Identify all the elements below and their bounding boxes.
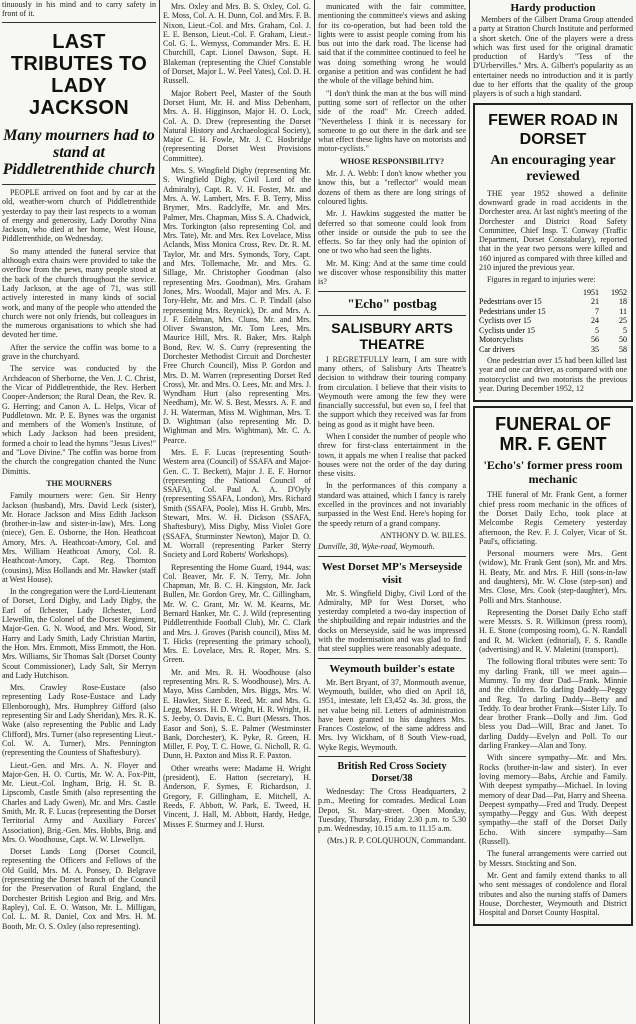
paragraph: Lieut.-Gen. and Mrs. A. N. Floyer and Major-Gen. H. O. Curtis, Mr. W. A. Fox-Pitt, Mr. Lieut.-Col. Ingham, Brig. H. St. B. Lipscomb, Castle Smith (also representing the Charles and Lady Gwen), Mr. and Mrs. Castle Smith, Mr. R. F. Lucas (representing the Dorset Territorial Army and Auxiliary Forces' Association), Brig.-Gen. Mrs. Hobbs, Brig. and Mrs. O. Woodhouse, Capt. W. W. Llewellyn. (2, 760, 156, 844)
cell-1951: 7 (595, 306, 599, 316)
divider (318, 658, 466, 659)
table-row (479, 326, 627, 336)
column-4 (473, 0, 633, 1024)
heading-salisbury-arts: SALISBURY ARTS THEATRE (331, 319, 453, 352)
cell-1952: 58 (619, 344, 627, 354)
article-lady-jackson-continued (163, 2, 311, 829)
letter-salisbury-arts (318, 355, 466, 552)
table-row (479, 307, 627, 317)
divider (318, 315, 466, 316)
headline-funeral-gent: FUNERAL OF MR. F. GENT (495, 414, 611, 455)
paragraph: Mr. Bert Bryant, of 37, Monmouth avenue, Weymouth, builder, who died on April 18, 1951, intestate, left £3,452 4s. 3d. gross, the net value being nil. Letters of administration have been granted to his daughters Mrs. Frances Costelow, of the same address and Mrs. Ivy Wickham, of 8 South View-road, Wyke Regis, Weymouth. (318, 677, 466, 752)
paragraph: Mr. Gent and family extend thanks to all who sent messages of condolence and floral tributes and also the nursing staffs of Damers House, Dorchester, Weymouth and District Hospital and Dorset County Hospital. (479, 870, 627, 918)
heading-builder-estate: Weymouth builder's estate (329, 662, 455, 675)
paragraph: After the service the coffin was borne to a grave in the churchyard. (2, 342, 156, 362)
paragraph: Mrs. Crawley Rose-Eustace (also representing Lady Rose-Eustace and Lady Ellenborough), Mrs. Humphrey Gifford (also representing Sir and Lady Sheridan), Mrs. R. K. Wake (also representing the Public and Lady Clifford), Mrs. Turner (also representing Lieut.-Col. W. A. Turner), Mrs. Pennington (representing the Countess of Shaftesbury). (2, 683, 156, 758)
paragraph: The funeral arrangements were carried out by Messrs. Stockting and Son. (479, 849, 627, 868)
heading-hardy-production: Hardy production (510, 2, 596, 14)
table-row (479, 335, 627, 345)
article-hardy-production (473, 15, 633, 99)
subhead-press-room: 'Echo's' former press room mechanic (483, 458, 623, 487)
paragraph: THE funeral of Mr. Frank Gent, a former chief press room mechanic in the offices of the Dorset Daily Echo, took place at Melcombe Regis Cemetery yesterday afternoon, the Rev. F. J. Colyer, Vicar of St. Paul's, officiating. (479, 490, 627, 546)
paragraph: THE year 1952 showed a definite downward grade in road accidents in the Dorchester area. At last night's meeting of the Dorchester and District Road Safety Committee, Chief Insp. T. Conway (Traffic Department, Dorset Constabulary), reported that in the year two persons were killed and 160 injured as compared with three killed and 210 injured the previous year. (479, 188, 627, 273)
column-rule (159, 0, 160, 1024)
paragraph: Family mourners were: Gen. Sir Henry Jackson (husband), Mrs. David Leck (sister), Mr. Horace Jackson and Miss Edith Jackson (brother-in-law and sister-in-law), Mrs. Long (niece), Gen. E. Osborne, the Hon. Heathcoat Amory, Mrs. A. Heathcoat-Amory, Col. and Mrs. William Heathcoat Amory, Col. R. Heathcoat-Amory, Capt. Reg. Thornton (cousins), Miss Hollands and Mr. Hawker (staff at West House). (2, 491, 156, 584)
heading-red-cross: British Red Cross Society Dorset/38 (337, 761, 447, 784)
headline-lady-jackson: LAST TRIBUTES TO LADY JACKSON (10, 31, 148, 119)
paragraph: Mr. J. Hawkins suggested the matter be deferred so that someone could look from other inside or outside the pub to see the effects. So far they only had the opinion of one or two who had seen the lights. (318, 209, 466, 256)
paragraph: Mr. J. A. Webb: I don't know whether you know this, but a "reflector" would mean dozens of them as there are long strings of coloured lights. (318, 169, 466, 206)
table-row (479, 345, 627, 355)
column-3 (318, 0, 466, 1024)
article-road-accidents (479, 189, 627, 285)
cell-1951: 56 (591, 335, 599, 345)
letter-fair-lights (318, 2, 466, 287)
paragraph: Mr. and Mrs. R. H. Woodhouse (also representing Mrs. R. S. Woodhouse), Mrs. A. Mayo, Miss Cambden, Mrs. Biggs, Mrs. W. E. Hawker, Sister E. Reed, Mr. and Mrs. G. Legg, Messrs. H. D. Wright, H. R. Wright, H. S. Jeeby, O. Davis, E. C. Burt (Messrs. Thos. Easor and Son), S. E. Palmer (Westminster Bank, Dorchester), K. Pyke, R. Green, H. Miller, F. Poy, T. C. Howe, G. Nicholl, R. G. Dunn, H. Paxton and Miss R. F. Paxton. (163, 667, 311, 761)
paragraph: Mrs. S. Wingfield Digby (representing Mr. S. Wingfield Digby, Civil Lord of the Admiralty), Capt. R. V. H. Foster, Mr. and Mrs. A. W. Lambert, Mrs. F. B. Terry, Miss Brymer, Mrs. Radclyffe, Mr. and Mrs. Palmer, Mrs. Chapman, Miss S. A. Chadwick, Mrs. Torkington (also representing Col. and Mrs. Tate), Mr. and Mrs. Rex Lovelace, Miss Aclands, Miss Monica Cross, Rev. Dr. R. M. Taylor, Mr. and Mrs. Symonds, Tory, Capt. and Mrs. Tollemache, Mr. and Mrs. G. Sillage, Mr. Christopher Goodman (also representing Mrs. Goodman), Mrs. Graham Jones, Mrs. Woodall, Major and Mrs. A. F. Tory-Hehr, Mr. and Mrs. C. P. Tindall (also representing Mrs. Reynick), Dr. and Mrs. A. J. F. Edelman, Mrs. Cluns, Mr. and Mrs. Oliver Swanston, Mr. Tom Lees, Mrs. Maurice Hill, Mrs. R. Baker, Mrs. Ralph Bond, Rev. W. S. Curry (representing the Dorchester Methodist Circuit and Dorchester Free Church Council), Miss P. Gordon and Mrs. D. M. Warren (representing Dorset Red Cross), Mr. and Mrs. O. Lees, Mr. and Mrs. J. Wyndham Hurt (also representing Mrs. Needham), Mr. W. S. Best, Messrs. A. F. and J. H. Waterman, Miss M. Wightman, Mrs. T. D. Wightman (also representing Mr. D. Wightman and Mrs. Wightman), Mr. C. A. Pearce. (163, 166, 311, 445)
table-row (479, 297, 627, 307)
cell-1951: 5 (595, 325, 599, 335)
paragraph: Figures in regard to injuries were: (487, 275, 596, 285)
subhead-mourners: Many mourners had to stand at Piddletrenthide church (2, 123, 156, 185)
letter-signature: ANTHONY D. W. BILES. (380, 530, 466, 540)
table-row (479, 316, 627, 326)
column-1 (2, 0, 156, 1024)
column-1-top-text: tinuously in his mind and to carry safety in front of it. (2, 0, 156, 18)
paragraph: In the performances of this company a standard was attained, which I fancy is rarely excelled in the provinces and not invariably surpassed in the West End. Here's hoping for the speedy return of a grand company. (318, 481, 466, 528)
cell-1952: 11 (619, 306, 627, 316)
heading-echo-postbag: "Echo" postbag (347, 295, 437, 311)
article-funeral-gent (479, 490, 627, 917)
paragraph: Representing the Dorset Daily Echo staff were Messrs. S. R. Wilkinson (press room), H. E. Stone (composing room), G. N. Randall and R. M. Wickett (editorial), F. S. Randle (advertising) and R. V. Maletini (transport). (479, 607, 627, 655)
divider (2, 22, 156, 23)
notice-red-cross (318, 787, 466, 846)
cell-1951: 21 (591, 297, 599, 307)
column-header-1952: 1952 (611, 287, 627, 297)
cell-1951: 35 (591, 344, 599, 354)
subhead-year-reviewed: An encouraging year reviewed (490, 152, 616, 184)
paragraph: Other wreaths were: Madame H. Wright (president), E. Hatton (secretary), H. Anderson, F. Symes, F. Richardson, J. Gregory, F. Gillingham, E. Mitchell, A. Reeds, F. Abbott, W. Park, E. Tweed, H. Vincent, J. Hall, M. Abbott, Hardy, Hedge, Misses F. Sturmey and J. Hurst. (163, 763, 311, 829)
paragraph: One pedestrian over 15 had been killed last year and one car driver, as compared with one motorcyclist and two motorists the previous year. During December 1952, 12 (479, 356, 627, 394)
column-2 (163, 0, 311, 1024)
paragraph: municated with the fair committee, mentioning the committee's views and asking for its co-operation, but had been told the lights were to assist people coming from his bus out into the dark road. The license had said that if the committee continued to feel he was doing something wrong he would organise a petition and was confident he had the whole of the village behind him. (318, 2, 466, 86)
paragraph: In the congregation were the Lord-Lieutenant of Dorset, Lord Digby, and Lady Digby, the Earl of Ilchester, Lady Ilchester, Lord Llewellin, the Colonel of the Dorset Regiment, Major-Gen. G. N. Wood, and Mrs. Wood, Sir Harry and Lady Smith, Lady Christian Martin, the Hon. Mrs. Emmott, Miss Emmott, the Hon. Mrs. Williams, Sir Thomas Salt (Dorset County Scout Commissioner), Lady Salt, Sir Merryn and Lady Hutchison. (2, 587, 156, 680)
paragraph: Representing the Home Guard, 1944, was: Col. Beaver, Mr. F. N. Terry, Mr. John Chapman, Mr. B. C. H. Kingston, Mr. Jack Bullen, Mr. Gordon Grey, Mr. C. Gillingham, Mr. W. C. Grant, Mr. W. M. Kearns, Mr. Bernard Hanker, Mr. C. J. Wild (representing Piddletrenthide Football Club), Mr. C. Clark and Mrs. J. Groves (Parish council), Miss M. T. Hicks (representing the primary school), Mrs. E. Lovelace, Mrs. R. Roper, Mrs. S. Green. (163, 562, 311, 665)
crosshead: THE MOURNERS (46, 478, 112, 488)
headline-fewer-road: FEWER ROAD IN DORSET (488, 111, 618, 148)
paragraph: Mrs. E. F. Lucas (representing South-Western area (Council) of SSAFA and Major-Gen. C. T. Beckett), Major J. E. F. Hornor (representing the National Council of SSAFA), Col. Paul A. A. D'Oyly (representing SSAFA, London), Mrs. Richard Smith (SSAFA, Poole), Miss H. Grubb, Mrs. Stewart, Mrs. W. H. Dickson (SSAFA, Shaftesbury), Miss Digby, Miss Violet Gore (SSAFA, Sturminster Newton), Major D. O. M. Worrall (representing Parker Sterry Society and Lord Roberts' Workshops). (163, 447, 311, 560)
article-builder-estate (318, 678, 466, 752)
paragraph: When I consider the number of people who threw for first-class entertainment in the town, it appals me when I realise that packed houses were not the order of the day during these visits. (318, 431, 466, 479)
article-mp-merseyside (318, 589, 466, 654)
paragraph: Mr. M. King: And at the same time could we discover whose responsibility this matter is? (318, 258, 466, 287)
row-label: Cyclists over 15 (479, 316, 531, 326)
paragraph: Dorset Lands Long (Dorset Council, representing the Officers and Fellows of the Old Guild, Mrs. M. A. Ponsey, D. Belgrave (representing the Dorset branch of the Council for the Preservation of Rural England, the Dorchester British Legion and Brig. and Mrs. Rapley), Col. E. O. Watson, Mr. L. Milligan, Col. L. M. R. Daniel, Cox and Mrs. H. M. Booth, Mr. O. S. Oxley (also representing). (2, 847, 156, 931)
cell-1952: 50 (619, 335, 627, 345)
cell-1952: 18 (619, 297, 627, 307)
crosshead: WHOSE RESPONSIBILITY? (339, 156, 445, 166)
paragraph: PEOPLE arrived on foot and by car at the old, weather-worn church of Piddletrenthide yesterday to pay their last respects to a woman of energy and generosity, Lady Dorothy Nina Jackson, who died at her home, West House, Piddletrenthide, on Wednesday. (2, 188, 156, 244)
paragraph: The service was conducted by the Archdeacon of Sherborne, the Ven. J. C. Christ, the Vicar of Piddletrenthide, the Rev. Herbert Cooper-Anderson; the Rural Dean, the Rev. R. G. Herring; and Canon A. L. Helps, Vicar of Puddletown. Mr. P. E. Bynes was the organist and members of the Women's Institute, of which Lady Jackson had been president, formed a choir to lead the hymns "Jesus Lives!" and "Love Divine." The coffin was borne from the church the congregation chanted the Nunc Dimittis. (2, 364, 156, 476)
paragraph: With sincere sympathy—Mr. and Mrs. Rocks (brother-in-law and sister). In ever loving memory—Babs, Archie and Family. With deepest sympathy—Michael. In loving memory of dear Dad—Pat, Harry and Sheena. Deepest sympathy—Fred and Trudy. Deepest sympathy—Peggy and Gus. With deepest sympathy—the staff of the Dorset Daily Echo. With sincere sympathy—Sam (Russell). (479, 753, 627, 847)
accident-figures-table (479, 288, 627, 355)
column-header-1951: 1951 (583, 287, 599, 297)
row-label: Pedestrians over 15 (479, 297, 542, 307)
column-rule (469, 0, 470, 1024)
paragraph: So many attended the funeral service that although extra chairs were provided to take the overflow from the pews, many people stood at the back of the church throughout the service. Lady Jackson, at the age of 71, was still actively interested in many kinds of social work, and many of the people who attended the church were not only friends, but colleagues in the numerous organisations to which she had devoted her time. (2, 246, 156, 340)
divider (318, 291, 466, 292)
table-header-row (479, 288, 627, 298)
paragraph: Personal mourners were Mrs. Gent (widow), Mr. Frank Gent (son), Mr. and Mrs. H. Beaty, Mr. and Mrs. F. Hill (sons-in-law and daughters), Mr. W. Close (step-son) and Mrs. Close, Mrs. Cook (step-daughter), Mrs. Polli and Mrs. Stanhouse. (479, 549, 627, 605)
paragraph: Mrs. Oxley and Mrs. B. S. Oxley, Col. G. E. Moss, Col. A. H. Dunn, Col. and Mrs. F. B. Nixon, Lieut.-Col. and Mrs. Graham, Col. J. E. E. Benson, Lieut.-Col. F. Graham, Lieut.-Col. G. L. Wemyss, Commander Mrs. E. H. Churchill, Capt. Lionel Dawson, Supt. H. Blakeman (representing the Chief Constable of Dorset, Major L. W. Peel Yates), Col. D. H. Russell. (163, 2, 311, 86)
paragraph: Members of the Gilbert Drama Group attended a party at Stratton Church Institute and performed a short sketch. One of the players were a dress which was first used for the original dramatic production of Hardy's "Tess of the D'Urbervilles." Mrs. A. Gilbert's popularity as an entertainer needs no introduction and it is partly due to her efforts that the quality of the group players is of such a high standard. (473, 15, 633, 99)
article-lady-jackson (2, 188, 156, 931)
paragraph: I REGRETFULLY learn, I am sure with many others, of Salisbury Arts Theatre's decision to withdraw their touring company from circulation. I believe that their visits to Weymouth were among the few they were financially successful, but even so, I feel that the support which they received was far from being as good as it might have been. (318, 354, 466, 429)
paragraph: Mr. S. Wingfield Digby, Civil Lord of the Admiralty, MP for West Dorset, who yesterday completed a two-day inspection of the shipbuilding and repair industries and the docks on Merseyside, said he was impressed with the modernisation and was glad to find that steel supplies were reasonably adequate. (318, 588, 466, 654)
paragraph: Wednesday: The Cross Headquarters, 2 p.m., Meeting for comrades. Medical Loan Depot, St. Mary-street. Open Monday, Tuesday, Thursday, Friday 2.30 p.m. to 5.30 p.m. Wednesday, 10.15 a.m. to 11.15 a.m. (318, 787, 466, 834)
row-label: Motorcyclists (479, 335, 523, 345)
paragraph: "I don't think the man at the bus will mind putting some sort of reflector on the other side of the road" Mr. Creech added. "Nevertheless I think it is necessary for someone to go out there in the dark and see what effect these lights have on motorists and motor-cyclists." (318, 88, 466, 154)
column-rule (314, 0, 315, 1024)
divider (318, 756, 466, 757)
paragraph: Major Robert Peel, Master of the South Dorset Hunt, Mr. H. and Miss Debenham, Mrs. A. H. Higginson, Major H. O. Lock, Col. A. D. Drew (representing the Dorset Natural History and Archaeological Society), Major C. H. Fowle, Mr. J. C. Hosbridge (representing Dorset West Provisions Committee). (163, 88, 311, 163)
cell-1952: 5 (623, 325, 627, 335)
row-label: Pedestrians under 15 (479, 306, 546, 316)
paragraph: The following floral tributes were sent: To my darling Frank, till we meet again—Mummy. To my dear Dad—Frank. Minnie and the children. To darling Daddy—Peggy and Reg. To darling Daddy—Betty and Teddy. To dear brother Frank—Sister Lily. To dear brother Frank—Dolly and Jim. God bless you Dad—Will, Brac and Janet. To darling Daddy—Evelyn and Poll. To our darling Frankey—Alan and Tony. (479, 657, 627, 751)
letter-address: Dunville, 38, Wyke-road, Weymouth. (318, 542, 435, 552)
divider (318, 556, 466, 557)
row-label: Cyclists under 15 (479, 325, 535, 335)
cell-1952: 25 (619, 316, 627, 326)
boxed-article-road-accidents (473, 103, 633, 403)
notice-signature: (Mrs.) R. P. COLQUHOUN, Commandant. (327, 836, 466, 846)
heading-mp-merseyside: West Dorset MP's Merseyside visit (321, 560, 463, 586)
article-road-accidents-end (479, 356, 627, 393)
row-label: Car drivers (479, 344, 515, 354)
cell-1951: 24 (591, 316, 599, 326)
boxed-article-funeral-gent (473, 406, 633, 926)
